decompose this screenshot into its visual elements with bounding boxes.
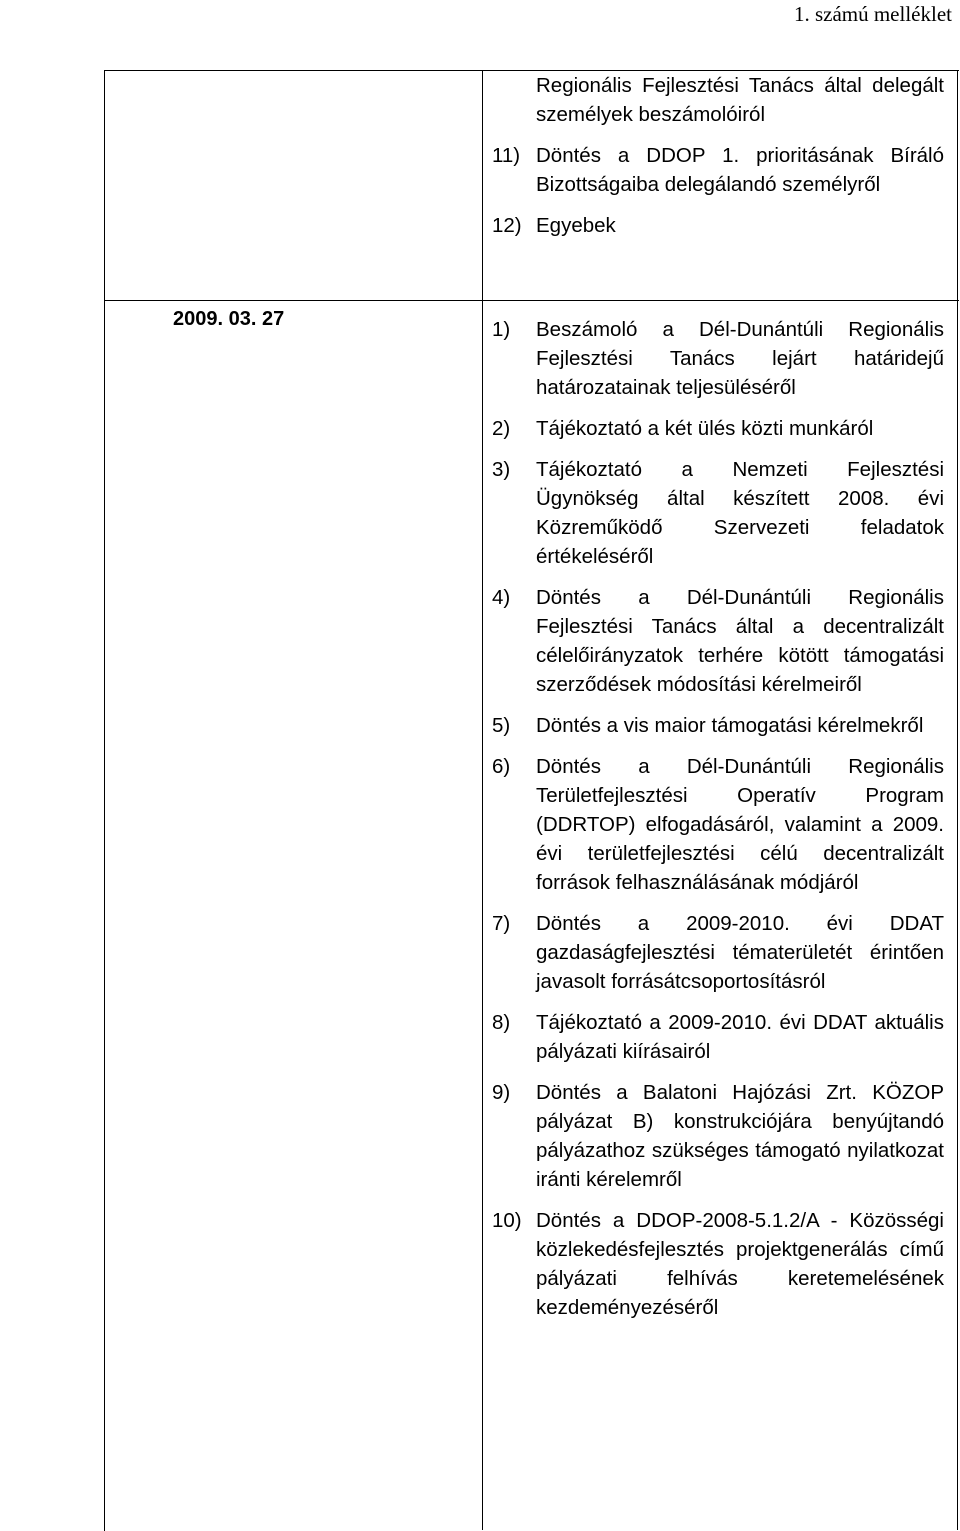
agenda-item-text: Beszámoló a Dél-Dunántúli Regionális Fejlesztési Tanács lejárt határidejű határozatainak teljesüléséről [536, 318, 944, 399]
agenda-item-text: Döntés a vis maior támogatási kérelmekről [536, 714, 924, 737]
row1-agenda-cell [492, 71, 944, 240]
agenda-item [492, 455, 944, 571]
agenda-item [492, 711, 944, 740]
agenda-item-text: Egyebek [536, 214, 616, 237]
agenda-item-number: 1) [492, 318, 511, 341]
continuation-text: Regionális Fejlesztési Tanács által delegált személyek beszámolóiról [536, 74, 944, 126]
agenda-item-number: 5) [492, 714, 511, 737]
agenda-item-number: 12) [492, 214, 522, 237]
agenda-item-number: 6) [492, 755, 511, 778]
agenda-item-number: 3) [492, 458, 511, 481]
agenda-item [492, 1206, 944, 1322]
annex-label: 1. számú melléklet [793, 2, 952, 26]
table-right-border [957, 70, 958, 1530]
agenda-item [492, 211, 944, 240]
agenda-item-number: 4) [492, 586, 511, 609]
agenda-item-text: Döntés a 2009-2010. évi DDAT gazdaságfejlesztési tématerületét érintően javasolt forrásátcsoportosításról [536, 912, 944, 993]
agenda-item [492, 909, 944, 996]
agenda-item-text: Döntés a DDOP-2008-5.1.2/A - Közösségi közlekedésfejlesztés projektgenerálás című pályázati felhívás keretemelésének kezdeményezéséről [536, 1209, 944, 1319]
agenda-item-text: Döntés a DDOP 1. prioritásának Bíráló Bizottságaiba delegálandó személyről [536, 144, 944, 196]
agenda-item-number: 2) [492, 417, 511, 440]
agenda-item-text: Tájékoztató a két ülés közti munkáról [536, 417, 874, 440]
meeting-date: 2009. 03. 27 [173, 308, 285, 330]
agenda-item [492, 414, 944, 443]
agenda-item [492, 583, 944, 699]
column-divider [482, 70, 483, 1530]
agenda-item-text: Tájékoztató a Nemzeti Fejlesztési Ügynökség által készített 2008. évi Közreműködő Szervezeti feladatok értékeléséről [536, 458, 944, 568]
agenda-item-number: 8) [492, 1011, 511, 1034]
agenda-item-number: 7) [492, 912, 511, 935]
agenda-item-text: Döntés a Dél-Dunántúli Regionális Fejlesztési Tanács által a decentralizált célelőirányzatok terhére kötött támogatási szerződések módosítási kérelmeiről [536, 586, 944, 696]
agenda-item [492, 1078, 944, 1194]
agenda-item [492, 752, 944, 897]
agenda-item-text: Döntés a Dél-Dunántúli Regionális Területfejlesztési Operatív Program (DDRTOP) elfogadásáról, valamint a 2009. évi területfejlesztési célú decentralizált források felhasználásának módjáról [536, 755, 944, 894]
agenda-item-text: Döntés a Balatoni Hajózási Zrt. KÖZOP pályázat B) konstrukciójára benyújtandó pályázathoz szükséges támogató nyilatkozat iránti kérelemről [536, 1081, 944, 1191]
agenda-item [492, 315, 944, 402]
agenda-item-text: Tájékoztató a 2009-2010. évi DDAT aktuális pályázati kiírásairól [536, 1011, 944, 1063]
row2-agenda-cell [492, 315, 944, 1322]
row-divider [104, 300, 959, 301]
agenda-item-number: 11) [492, 144, 521, 167]
agenda-item [492, 141, 944, 199]
agenda-item-number: 9) [492, 1081, 511, 1104]
agenda-item-number: 10) [492, 1209, 522, 1232]
agenda-item [492, 1008, 944, 1066]
